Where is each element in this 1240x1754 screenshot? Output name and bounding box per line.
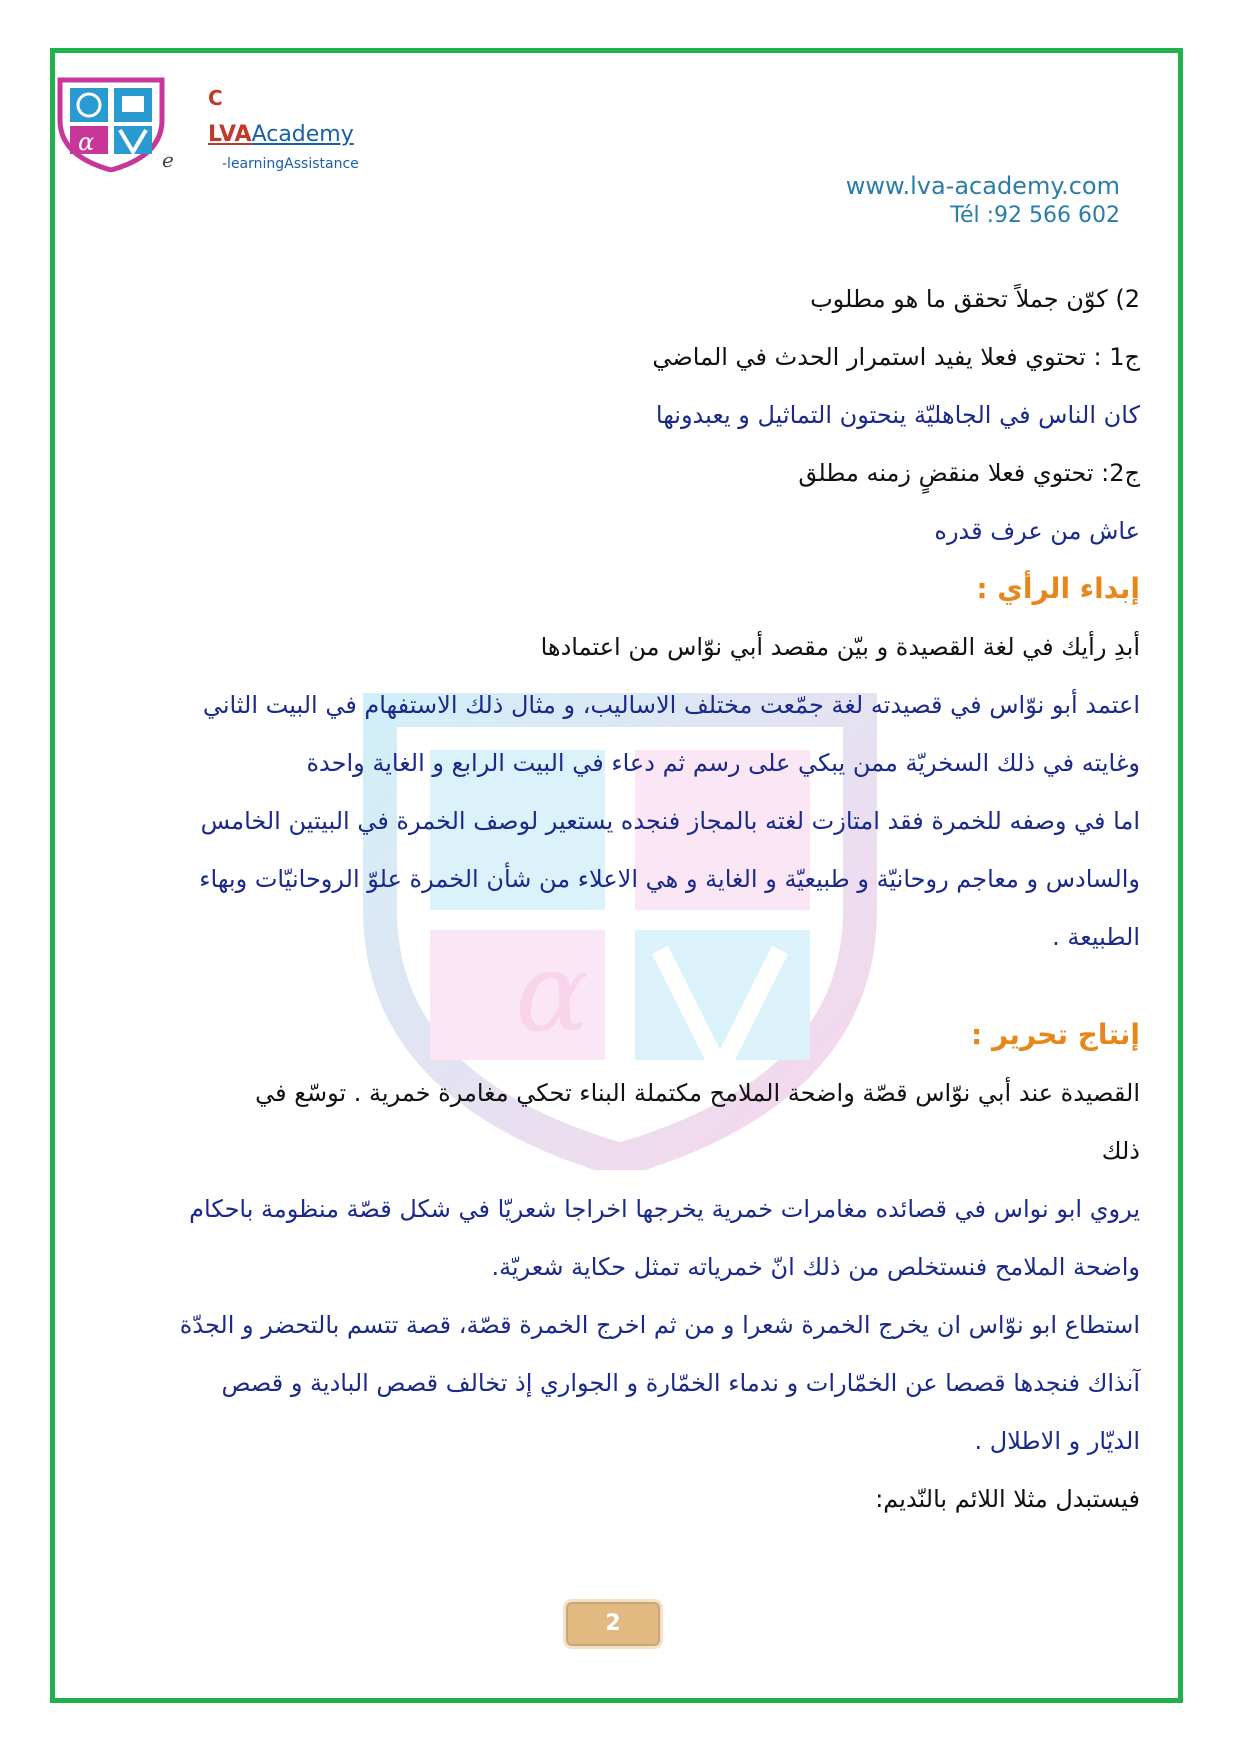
brand-tagline: -learningAssistance xyxy=(222,156,359,172)
writing-prompt-line: القصيدة عند أبي نوّاس قصّة واضحة الملامح مكتملة البناء تحكي مغامرة خمرية . توسّع في xyxy=(255,1079,1140,1107)
writing-answer-line: يروي ابو نواس في قصائده مغامرات خمرية يخرجها اخراجا شعريّا في شكل قصّة منظومة باحكام xyxy=(189,1195,1140,1223)
page-number: 2 xyxy=(566,1602,660,1646)
phone-number: Tél :92 566 602 xyxy=(950,203,1120,228)
opinion-question: أبدِ رأيك في لغة القصيدة و بيّن مقصد أبي نوّاس من اعتمادها xyxy=(540,633,1140,661)
opinion-answer-line: وغايته في ذلك السخريّة ممن يبكي على رسم ثم دعاء في البيت الرابع و الغاية واحدة xyxy=(306,749,1140,777)
website-link[interactable]: www.lva-academy.com xyxy=(845,172,1120,200)
writing-answer-line: واضحة الملامح فنستخلص من ذلك انّ خمرياته تمثل حكاية شعريّة. xyxy=(491,1253,1140,1281)
writing-answer-line: فيستبدل مثلا اللائم بالنّديم: xyxy=(875,1485,1140,1513)
item-1-prompt: ج1 : تحتوي فعلا يفيد استمرار الحدث في الماضي xyxy=(652,343,1140,371)
item-2-prompt: ج2: تحتوي فعلا منقضٍ زمنه مطلق xyxy=(798,459,1140,487)
writing-answer-line: استطاع ابو نوّاس ان يخرج الخمرة شعرا و من ثم اخرج الخمرة قصّة، قصة تتسم بالتحضر و الجدّة xyxy=(179,1311,1140,1339)
logo-e-letter: e xyxy=(162,148,174,172)
opinion-heading: إبداء الرأي : xyxy=(976,572,1140,605)
opinion-answer-line: اما في وصفه للخمرة فقد امتازت لغته بالمجاز فنجده يستعير لوصف الخمرة في البيتين الخامس xyxy=(200,807,1140,835)
writing-answer-line: آنذاك فنجدها قصصا عن الخمّارات و ندماء الخمّارة و الجواري إذ تخالف قصص البادية و قصص xyxy=(221,1369,1140,1397)
brand-name xyxy=(208,122,354,147)
writing-prompt-line: ذلك xyxy=(1101,1137,1140,1165)
item-2-answer: عاش من عرف قدره xyxy=(934,517,1140,545)
opinion-answer-line: اعتمد أبو نوّاس في قصيدته لغة جمّعت مختلف الاساليب، و مثال ذلك الاستفهام في البيت الثاني xyxy=(202,691,1140,719)
brand-lva: LVA xyxy=(208,122,252,147)
writing-answer-line: الديّار و الاطلال . xyxy=(974,1427,1140,1455)
opinion-answer-line: والسادس و معاجم روحانيّة و طبيعيّة و الغاية و هي الاعلاء من شأن الخمرة علوّ الروحانيّات وبهاء xyxy=(199,865,1140,893)
item-1-answer: كان الناس في الجاهليّة ينحتون التماثيل و يعبدونها xyxy=(655,401,1140,429)
opinion-answer-line: الطبيعة . xyxy=(1052,923,1140,951)
lva-logo-icon xyxy=(56,76,166,172)
brand-c-letter: C xyxy=(208,86,223,110)
question-compose-sentences: 2) كوّن جملاً تحقق ما هو مطلوب xyxy=(810,285,1140,313)
page-content xyxy=(88,270,1140,1528)
svg-text:α: α xyxy=(515,928,590,1056)
brand-academy: Academy xyxy=(251,122,354,147)
svg-text:α: α xyxy=(78,128,95,156)
writing-heading: إنتاج تحرير : xyxy=(971,1018,1140,1051)
